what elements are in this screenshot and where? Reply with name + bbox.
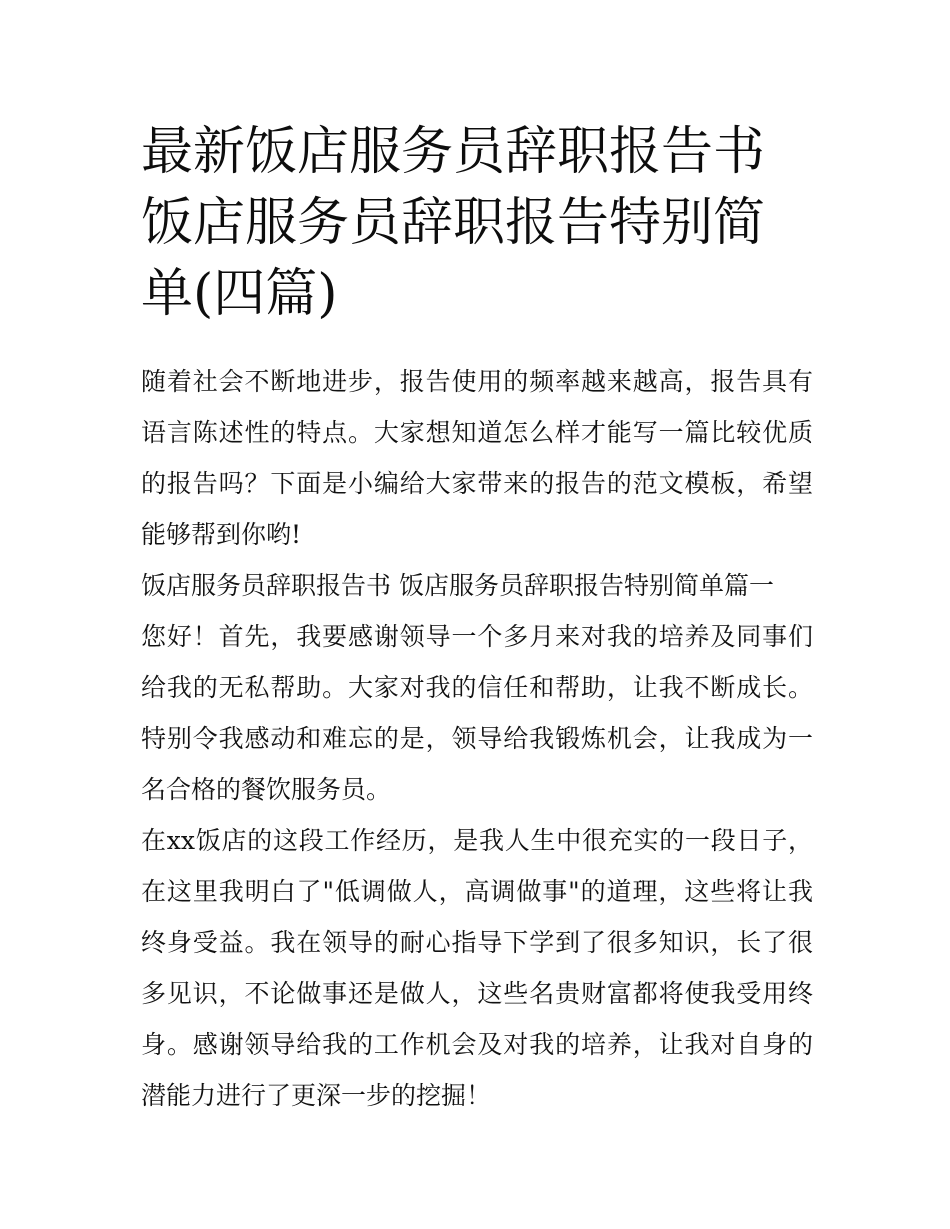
document-content — [141, 117, 813, 1121]
document-title: 最新饭店服务员辞职报告书 饭店服务员辞职报告特别简单(四篇) — [141, 122, 766, 324]
document-body — [141, 356, 813, 1121]
body-paragraph: 您好！首先，我要感谢领导一个多月来对我的培养及同事们给我的无私帮助。大家对我的信任和帮助，让我不断成长。特别令我感动和难忘的是，领导给我锻炼机会，让我成为一名合格的餐饮服务员。 — [141, 622, 813, 804]
body-paragraph: 在xx饭店的这段工作经历，是我人生中很充实的一段日子，在这里我明白了"低调做人，高调做事"的道理，这些将让我终身受益。我在领导的耐心指导下学到了很多知识，长了很多见识，不论做事还是做人，这些名贵财富都将使我受用终身。感谢领导给我的工作机会及对我的培养，让我对自身的潜能力进行了更深一步的挖掘！ — [141, 826, 813, 1110]
section-heading: 饭店服务员辞职报告书 饭店服务员辞职报告特别简单篇一 — [141, 571, 774, 600]
intro-paragraph: 随着社会不断地进步，报告使用的频率越来越高，报告具有语言陈述性的特点。大家想知道怎么样才能写一篇比较优质的报告吗？下面是小编给大家带来的报告的范文模板，希望能够帮到你哟! — [141, 367, 813, 549]
